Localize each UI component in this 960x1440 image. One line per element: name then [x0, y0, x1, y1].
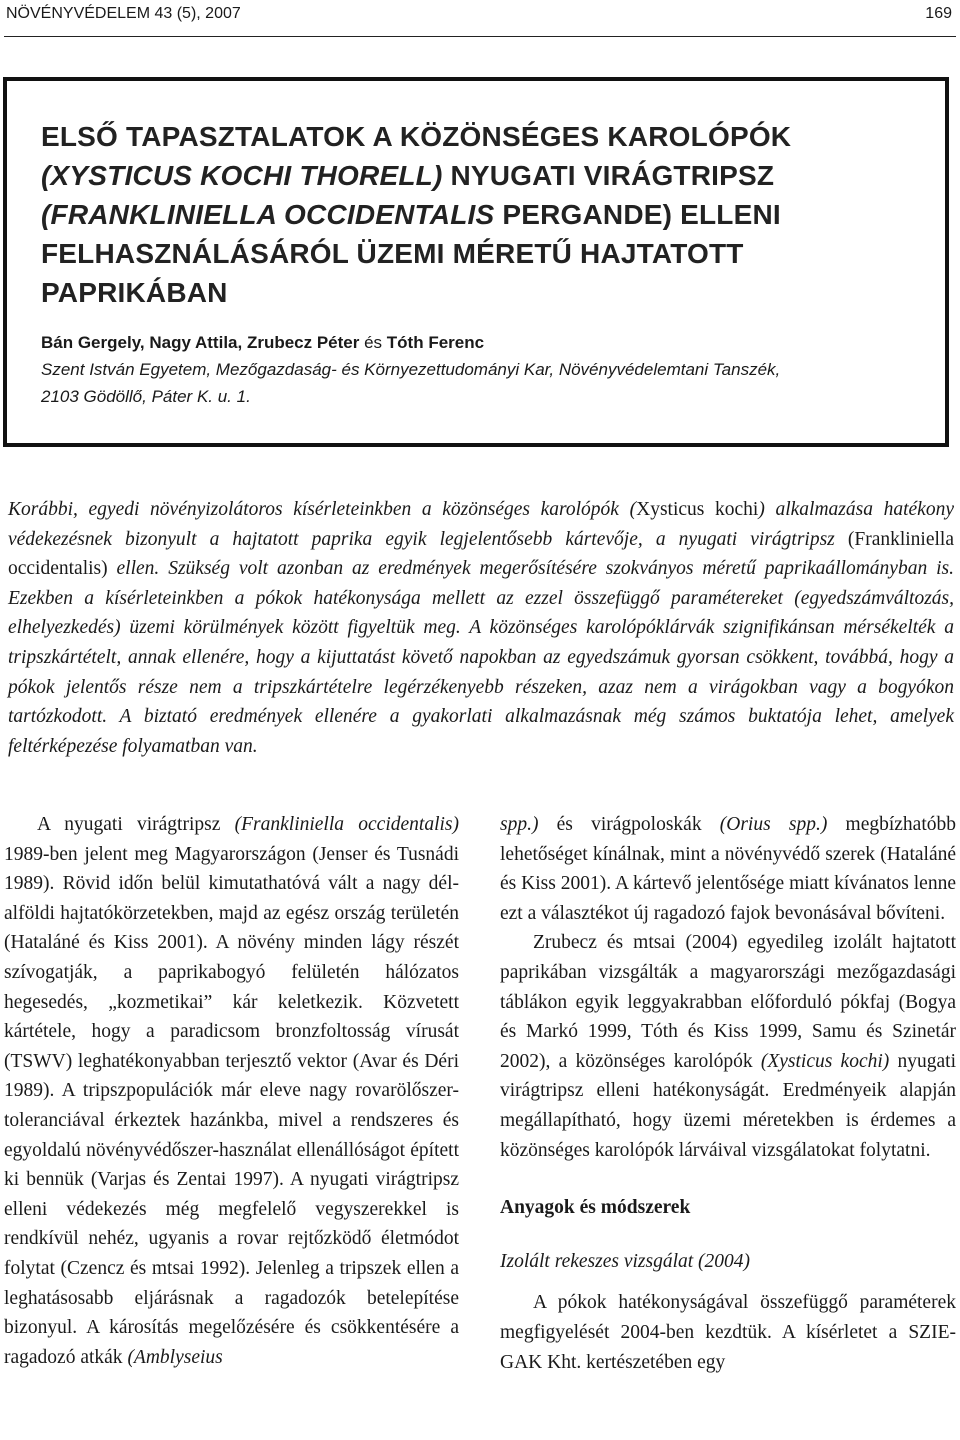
body-column-right: [500, 810, 956, 1377]
title-box: [3, 77, 949, 447]
species-name: (Orius spp.): [719, 814, 828, 835]
journal-citation: NÖVÉNYVÉDELEM 43 (5), 2007: [6, 5, 241, 22]
title-species-1: (XYSTICUS KOCHI THORELL): [41, 160, 443, 191]
paragraph-text: 1989-ben jelent meg Magyarországon (Jenser és Tusnádi 1989). Rövid időn belül kimutathatóvá vált a nagy dél-alföldi hajtatókörzetekben, majd az egész ország területén (Hataláné és Kiss 2001). A növény minden lágy részét szívogatják, a paprikabogyó felületén hálózatos hegesedés, „kozmetikai” kár keletkezik. Közvetett kártétele, hogy a paradicsom bronzfoltosság vírusát (TSWV) leghatékonyabban terjesztő vektor (Avar és Déri 1989). A tripszpopulációk már eleve nagy rovarölőszer-toleranciával érkeztek hazánkba, mivel a rendszeres és egyoldalú növényvédőszer-használat ellenállóságot épített ki bennük (Varjas és Zentai 1997). A nyugati virágtripsz elleni védekezés még megfelelő vegyszerekkel is rendkívül nehéz, ugyanis a rovar rejtőzködő életmódot folytat (Czencz és mtsai 1992). Jelenleg a tripszek ellen a leghatásosabb eljárásnak a ragadozók betelepítése bizonyul. A károsítás megelőzésére és csökkentésére a ragadozó atkák: [4, 843, 459, 1368]
author-list: [41, 329, 915, 356]
title-species-2: (FRANKLINIELLA OCCIDENTALIS: [41, 199, 495, 230]
abstract-species: Xysticus kochi: [636, 499, 759, 520]
authors-main: Bán Gergely, Nagy Attila, Zrubecz Péter: [41, 333, 360, 352]
paragraph-text: nyugati virágtripsz elleni hatékonyságát. Eredményeik alapján megállapítható, hogy üzemi méretekben is érdemes a közönséges karolópók lárváival vizsgálatokat folytatni.: [500, 1050, 956, 1161]
subsection-heading: Izolált rekeszes vizsgálat (2004): [500, 1250, 751, 1272]
running-head: [0, 0, 960, 30]
abstract: [8, 495, 954, 761]
paragraph: [4, 810, 459, 1372]
paragraph-text: megbízhatóbb lehetőséget kínálnak, mint a növényvédő szerek (Hataláné és Kiss 2001). A kártevő jelentősége miatt kívánatos lenne ezt a választékot új ragadozó fajok bevonásával bővíteni.: [500, 814, 956, 924]
abstract-text: ) alkalmazása hatékony védekezésnek bizonyult a hajtatott paprika egyik legjelentősebb kártevője, a nyugati virágtripsz: [8, 499, 954, 550]
body-column-left: [4, 810, 459, 1372]
authors-last: Tóth Ferenc: [386, 333, 485, 352]
paragraph: [500, 928, 956, 1165]
paragraph: A pókok hatékonyságával összefüggő paraméterek megfigyelését 2004-ben kezdtük. A kísérletet a SZIE-GAK Kht. kertészetében egy: [500, 1292, 956, 1373]
authors-conjunction: és: [359, 333, 387, 352]
paragraph: [500, 810, 956, 928]
species-name: (Frankliniella occidentalis): [234, 814, 459, 835]
title-part: NYUGATI VIRÁGTRIPSZ: [442, 160, 775, 191]
affiliation: [41, 356, 915, 410]
species-name: (Amblyseius: [127, 1346, 223, 1368]
paragraph-text: Zrubecz és mtsai (2004) egyedileg izolált hajtatott paprikában vizsgálták a magyarországi mezőgazdasági táblákon egyik leggyakrabban előforduló pókfaj (Bogya és Markó 1999, Tóth és Kiss 1999, Samu és Szinetár 2002), a közönséges karolópók: [500, 932, 956, 1072]
abstract-text: Korábbi, egyedi növényizolátoros kísérleteinkben a közönséges karolópók (: [8, 499, 637, 520]
header-rule: [4, 36, 956, 37]
page-number: 169: [925, 5, 952, 22]
paragraph-text: és virágpoloskák: [538, 814, 720, 835]
affiliation-line-1: Szent István Egyetem, Mezőgazdaság- és Környezettudományi Kar, Növényvédelemtani Tanszék,: [41, 360, 781, 379]
title-part: ELSŐ TAPASZTALATOK A KÖZÖNSÉGES KAROLÓPÓK: [41, 121, 792, 152]
title-part: PERGANDE) ELLENI FELHASZNÁLÁSÁRÓL ÜZEMI MÉRETŰ HAJTATOTT PAPRIKÁBAN: [41, 199, 781, 308]
paragraph-text: A nyugati virágtripsz: [37, 814, 235, 835]
species-name: (Xysticus kochi): [760, 1050, 890, 1072]
section-heading: Anyagok és módszerek: [500, 1197, 691, 1219]
species-name: spp.): [500, 814, 539, 835]
article-title: [41, 117, 915, 312]
affiliation-line-2: 2103 Gödöllő, Páter K. u. 1.: [41, 387, 251, 406]
abstract-text: ellen. Szükség volt azonban az eredmények megerősítésére szokványos méretű paprikaállományban is. Ezekben a kísérleteinkben a pókok hatékonysága mellett az ezzel összefüggő paramétereket (egyedszámváltozás, elhelyezkedés) üzemi körülmények között figyeltük meg. A közönséges karolópóklárvák szignifikánsan mérsékelték a tripszkártételt, annak ellenére, hogy a kijuttatást követő napokban az egyedszámuk gyorsan csökkent, továbbá, hogy a pókok jelentős része nem a tripszkártételre legérzékenyebb részeken, azaz nem a virágokban vagy a bogyókon tartózkodott. A biztató eredmények ellenére a gyakorlati alkalmazásnak még számos buktatója lehet, amelyek feltérképezése folyamatban van.: [8, 558, 954, 757]
abstract-species: (Frankliniella occidentalis): [8, 528, 954, 580]
